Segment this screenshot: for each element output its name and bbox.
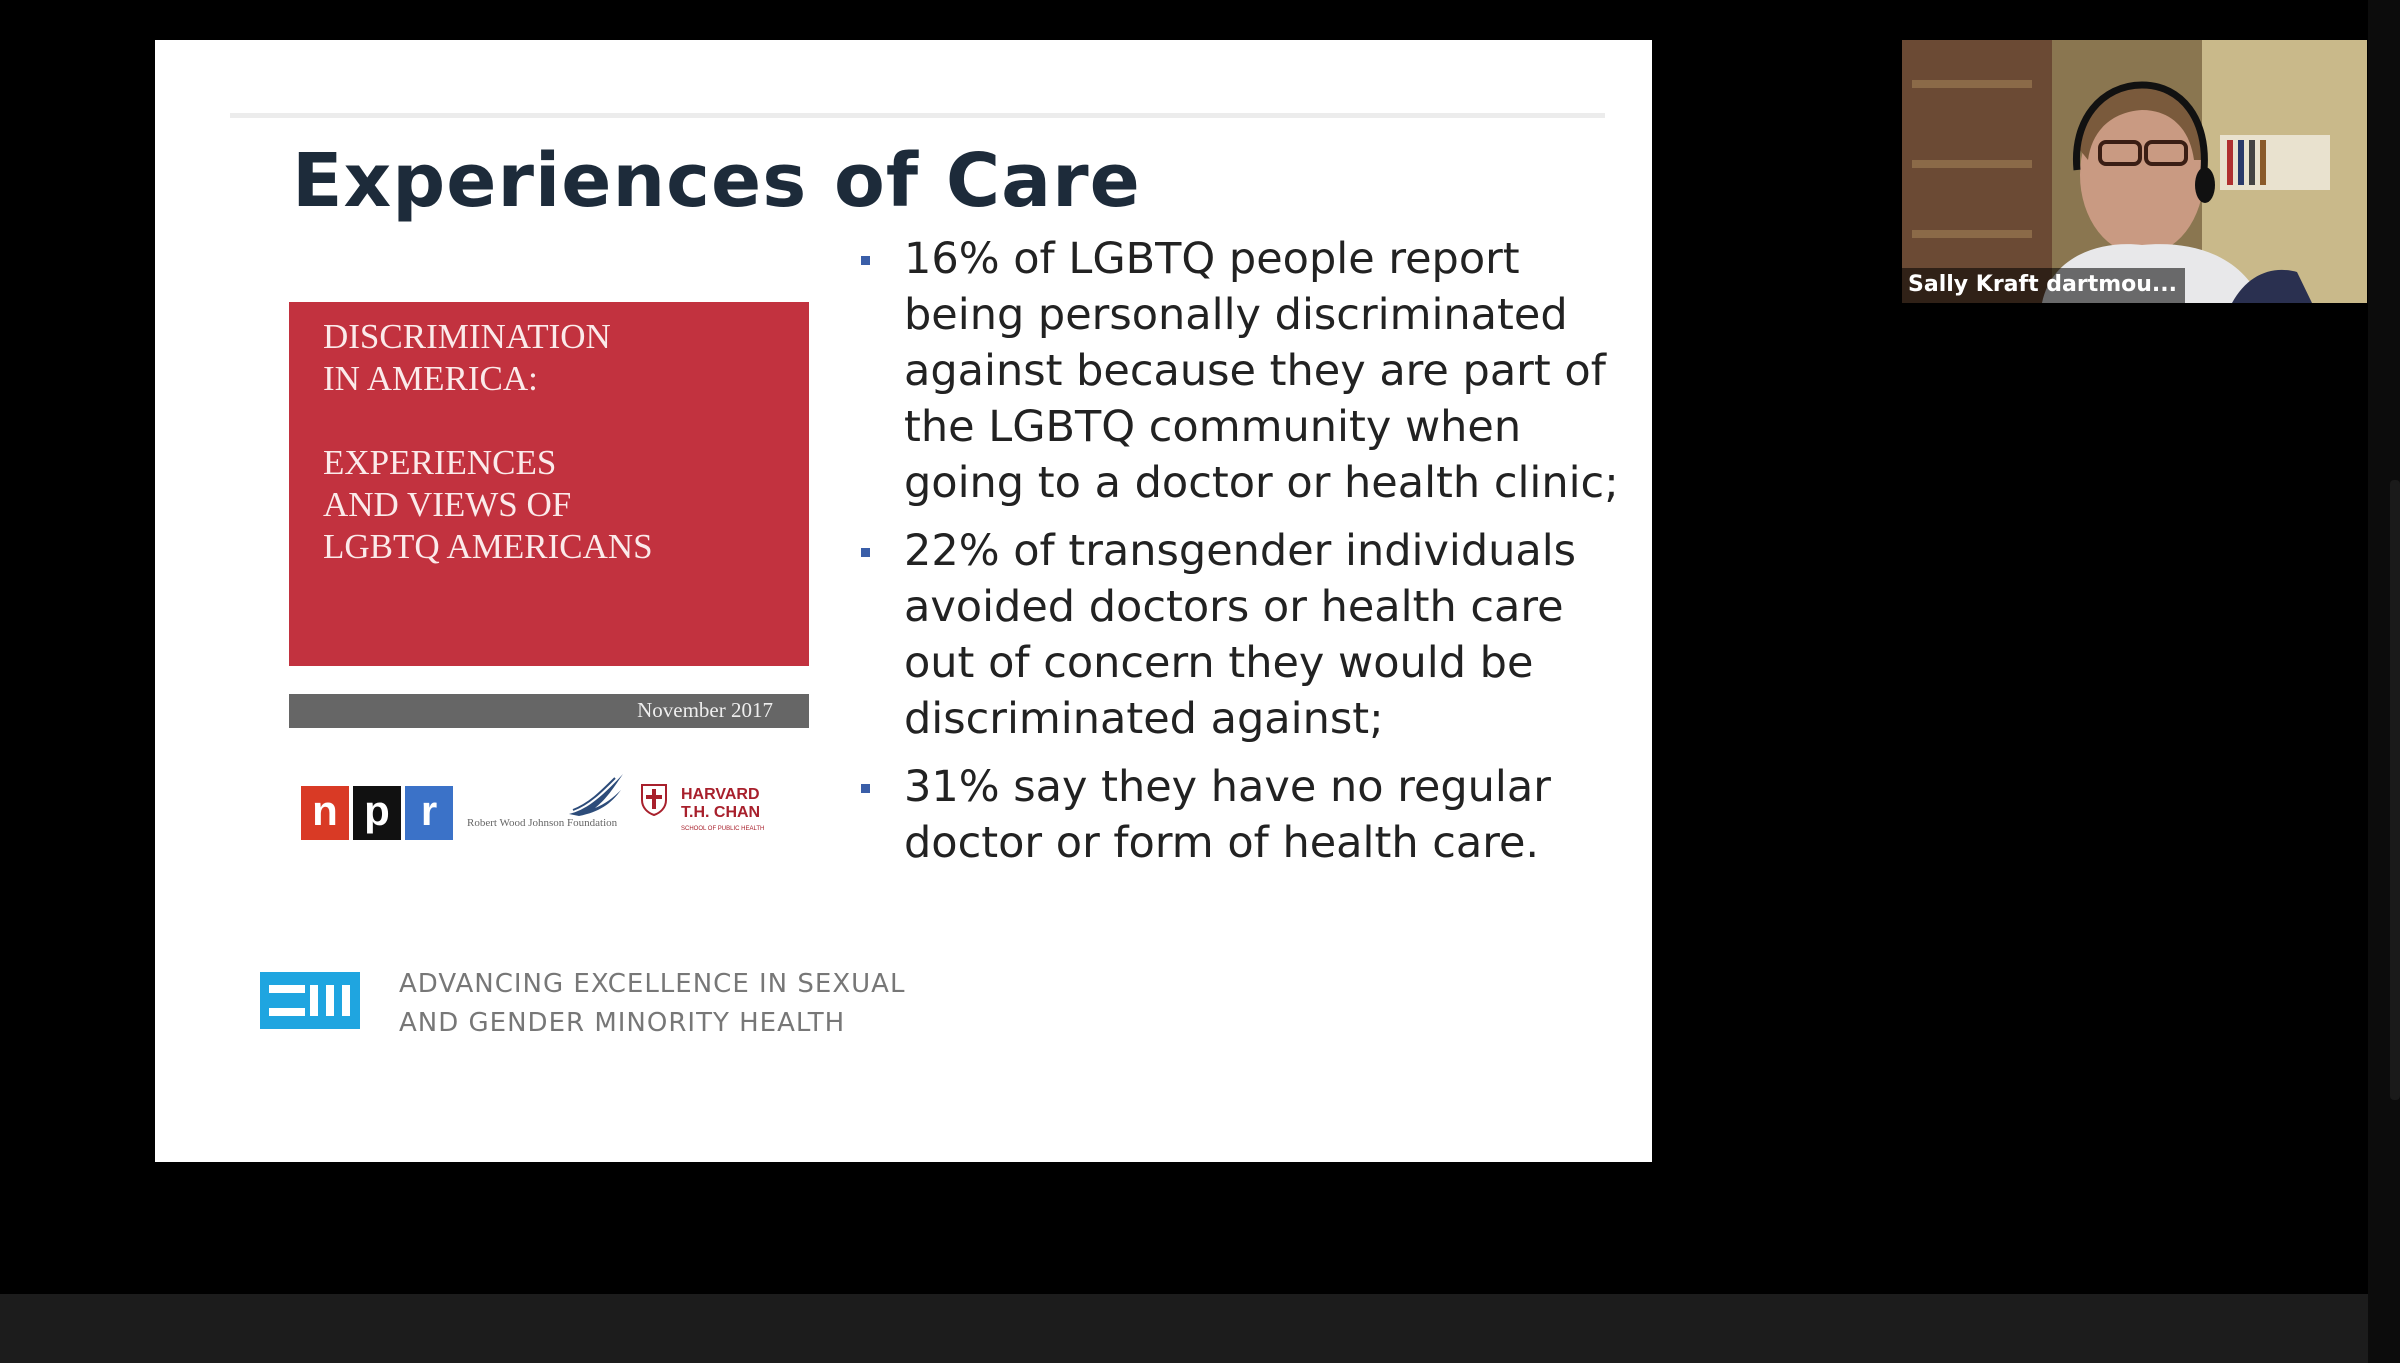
- scrollbar-thumb[interactable]: [2390, 480, 2400, 1100]
- bullet-square-icon: [861, 256, 870, 265]
- report-cover-heading: DISCRIMINATION IN AMERICA: EXPERIENCES AND VIEWS OF LGBTQ AMERICANS: [323, 317, 653, 566]
- bullet-text: 31% say they have no regular doctor or form of health care.: [904, 762, 1551, 868]
- harvard-school-name: SCHOOL OF PUBLIC HEALTH: [681, 826, 765, 832]
- shared-slide: [155, 40, 1652, 1162]
- participant-name-tag: Sally Kraft dartmou...: [1902, 268, 2185, 303]
- bullet-item: [852, 759, 1632, 871]
- report-date: November 2017: [637, 698, 773, 722]
- slide-title: Experiences of Care: [292, 138, 1141, 224]
- bullet-text: 22% of transgender individuals avoided doctors or health care out of concern they would be discriminated against;: [904, 526, 1577, 744]
- participant-video-tile[interactable]: [1902, 40, 2367, 303]
- slide-footer-text: [399, 965, 905, 1043]
- bullet-text: 16% of LGBTQ people report being personally discriminated against because they are part of the LGBTQ community when going to a doctor or health clinic;: [904, 234, 1619, 508]
- bullet-item: [852, 231, 1632, 511]
- npr-letter-p: p: [353, 786, 401, 840]
- bullet-list: [852, 231, 1632, 883]
- harvard-crest-icon: [641, 784, 667, 816]
- slide-top-rule: [230, 113, 1605, 118]
- harvard-chan-name: HARVARD T.H. CHAN: [681, 786, 761, 821]
- footer-line-1: ADVANCING EXCELLENCE IN SEXUAL: [399, 969, 906, 999]
- footer-line-2: AND GENDER MINORITY HEALTH: [399, 1008, 846, 1038]
- npr-letter-n: n: [301, 786, 349, 840]
- rwjf-bird-icon: [565, 770, 627, 820]
- rwjf-logo-text: Robert Wood Johnson Foundation: [467, 817, 618, 829]
- bullet-item: [852, 523, 1632, 747]
- meeting-bottom-bar: [0, 1294, 2368, 1363]
- report-cover: [289, 302, 809, 666]
- bullet-square-icon: [861, 784, 870, 793]
- npr-letter-r: r: [405, 786, 453, 840]
- sponsor-logos: [301, 765, 811, 865]
- aesgm-logo-icon: [260, 972, 360, 1029]
- npr-logo: [301, 786, 453, 840]
- report-date-band: [289, 694, 809, 728]
- participant-video-image: [1902, 40, 2367, 303]
- bullet-square-icon: [861, 548, 870, 557]
